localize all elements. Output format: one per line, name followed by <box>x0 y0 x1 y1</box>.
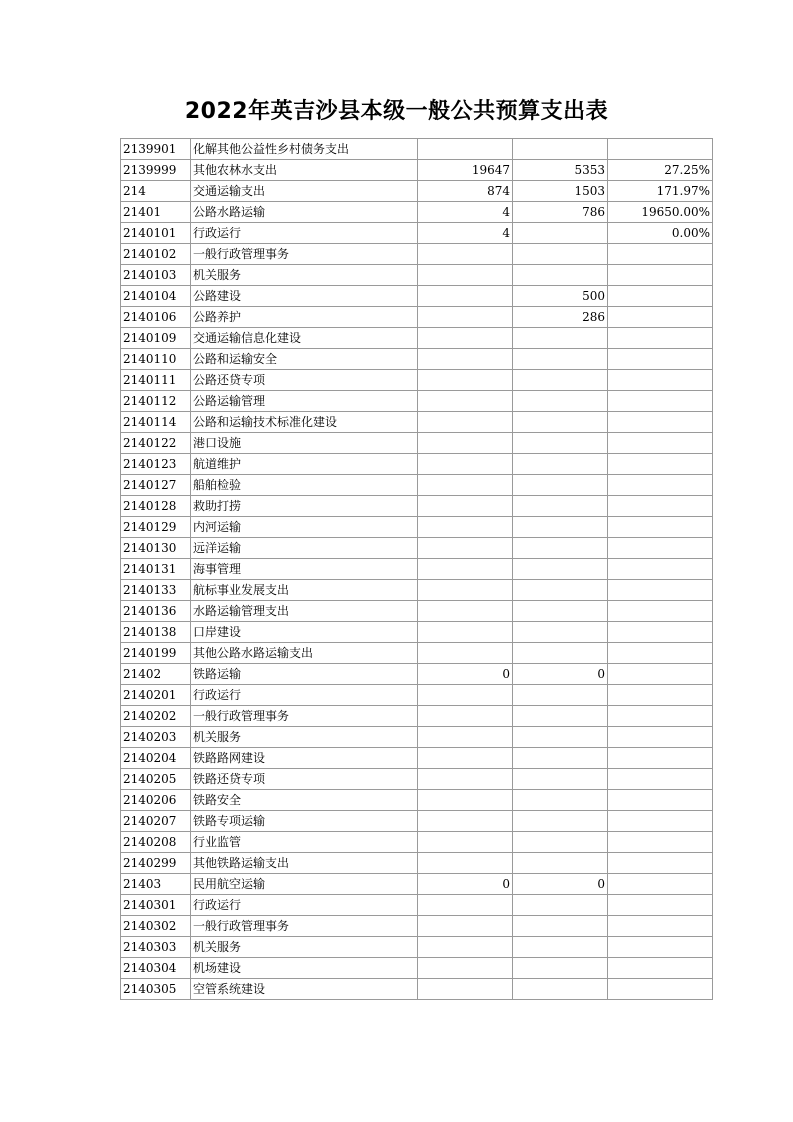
code-cell: 2140123 <box>121 454 191 475</box>
amount-cell-2 <box>513 916 608 937</box>
percent-cell <box>608 979 713 1000</box>
item-name-cell: 铁路路网建设 <box>191 748 418 769</box>
code-cell: 2140111 <box>121 370 191 391</box>
table-row <box>121 727 713 748</box>
amount-cell-1 <box>418 958 513 979</box>
table-row <box>121 769 713 790</box>
item-name-cell: 港口设施 <box>191 433 418 454</box>
amount-cell-1 <box>418 559 513 580</box>
table-row <box>121 454 713 475</box>
table-row <box>121 685 713 706</box>
code-cell: 2140304 <box>121 958 191 979</box>
item-name-cell: 交通运输支出 <box>191 181 418 202</box>
percent-cell <box>608 832 713 853</box>
amount-cell-1 <box>418 748 513 769</box>
percent-cell <box>608 475 713 496</box>
item-name-cell: 其他农林水支出 <box>191 160 418 181</box>
amount-cell-2 <box>513 580 608 601</box>
table-row <box>121 391 713 412</box>
amount-cell-2 <box>513 769 608 790</box>
amount-cell-2: 1503 <box>513 181 608 202</box>
item-name-cell: 航道维护 <box>191 454 418 475</box>
item-name-cell: 公路水路运输 <box>191 202 418 223</box>
code-cell: 2140127 <box>121 475 191 496</box>
item-name-cell: 公路运输管理 <box>191 391 418 412</box>
table-row <box>121 538 713 559</box>
table-row <box>121 475 713 496</box>
amount-cell-2 <box>513 832 608 853</box>
amount-cell-1: 874 <box>418 181 513 202</box>
amount-cell-2 <box>513 223 608 244</box>
amount-cell-1 <box>418 412 513 433</box>
percent-cell <box>608 244 713 265</box>
percent-cell <box>608 349 713 370</box>
item-name-cell: 公路建设 <box>191 286 418 307</box>
code-cell: 21402 <box>121 664 191 685</box>
item-name-cell: 铁路运输 <box>191 664 418 685</box>
table-row <box>121 811 713 832</box>
amount-cell-1: 0 <box>418 664 513 685</box>
code-cell: 2140203 <box>121 727 191 748</box>
code-cell: 2140106 <box>121 307 191 328</box>
code-cell: 2140128 <box>121 496 191 517</box>
percent-cell <box>608 559 713 580</box>
amount-cell-1 <box>418 391 513 412</box>
table-row <box>121 790 713 811</box>
table-row <box>121 559 713 580</box>
percent-cell <box>608 391 713 412</box>
percent-cell <box>608 139 713 160</box>
amount-cell-1 <box>418 244 513 265</box>
item-name-cell: 航标事业发展支出 <box>191 580 418 601</box>
budget-table-body <box>121 139 713 1000</box>
code-cell: 2140104 <box>121 286 191 307</box>
percent-cell <box>608 853 713 874</box>
table-row <box>121 832 713 853</box>
percent-cell <box>608 811 713 832</box>
item-name-cell: 铁路专项运输 <box>191 811 418 832</box>
table-row <box>121 958 713 979</box>
code-cell: 2140299 <box>121 853 191 874</box>
amount-cell-1 <box>418 853 513 874</box>
code-cell: 2140302 <box>121 916 191 937</box>
amount-cell-1 <box>418 895 513 916</box>
amount-cell-1 <box>418 349 513 370</box>
table-row <box>121 979 713 1000</box>
amount-cell-2 <box>513 979 608 1000</box>
code-cell: 2140102 <box>121 244 191 265</box>
table-row <box>121 517 713 538</box>
amount-cell-2 <box>513 853 608 874</box>
percent-cell <box>608 496 713 517</box>
amount-cell-2 <box>513 748 608 769</box>
amount-cell-2 <box>513 685 608 706</box>
table-row <box>121 937 713 958</box>
code-cell: 2140129 <box>121 517 191 538</box>
table-row <box>121 328 713 349</box>
amount-cell-2 <box>513 475 608 496</box>
code-cell: 2140204 <box>121 748 191 769</box>
code-cell: 2139999 <box>121 160 191 181</box>
amount-cell-2 <box>513 517 608 538</box>
item-name-cell: 公路养护 <box>191 307 418 328</box>
item-name-cell: 一般行政管理事务 <box>191 706 418 727</box>
item-name-cell: 机关服务 <box>191 727 418 748</box>
amount-cell-1 <box>418 727 513 748</box>
table-row <box>121 202 713 223</box>
item-name-cell: 其他铁路运输支出 <box>191 853 418 874</box>
percent-cell <box>608 328 713 349</box>
item-name-cell: 交通运输信息化建设 <box>191 328 418 349</box>
code-cell: 2140201 <box>121 685 191 706</box>
table-row <box>121 412 713 433</box>
amount-cell-2 <box>513 496 608 517</box>
code-cell: 2140199 <box>121 643 191 664</box>
item-name-cell: 机关服务 <box>191 265 418 286</box>
percent-cell <box>608 433 713 454</box>
amount-cell-2 <box>513 391 608 412</box>
code-cell: 2140109 <box>121 328 191 349</box>
percent-cell <box>608 916 713 937</box>
table-row <box>121 895 713 916</box>
item-name-cell: 机场建设 <box>191 958 418 979</box>
item-name-cell: 行业监管 <box>191 832 418 853</box>
amount-cell-1 <box>418 685 513 706</box>
amount-cell-2 <box>513 622 608 643</box>
table-row <box>121 664 713 685</box>
table-row <box>121 160 713 181</box>
amount-cell-2 <box>513 895 608 916</box>
amount-cell-1 <box>418 538 513 559</box>
percent-cell <box>608 601 713 622</box>
amount-cell-1 <box>418 307 513 328</box>
table-row <box>121 139 713 160</box>
amount-cell-1 <box>418 643 513 664</box>
table-row <box>121 580 713 601</box>
amount-cell-2 <box>513 958 608 979</box>
item-name-cell: 内河运输 <box>191 517 418 538</box>
amount-cell-2 <box>513 790 608 811</box>
amount-cell-1 <box>418 496 513 517</box>
amount-cell-2: 286 <box>513 307 608 328</box>
amount-cell-2: 5353 <box>513 160 608 181</box>
amount-cell-2 <box>513 139 608 160</box>
amount-cell-1 <box>418 286 513 307</box>
amount-cell-1 <box>418 790 513 811</box>
table-row <box>121 223 713 244</box>
item-name-cell: 口岸建设 <box>191 622 418 643</box>
amount-cell-1 <box>418 916 513 937</box>
code-cell: 21401 <box>121 202 191 223</box>
item-name-cell: 行政运行 <box>191 895 418 916</box>
amount-cell-1 <box>418 328 513 349</box>
table-row <box>121 853 713 874</box>
item-name-cell: 化解其他公益性乡村债务支出 <box>191 139 418 160</box>
amount-cell-1 <box>418 517 513 538</box>
item-name-cell: 水路运输管理支出 <box>191 601 418 622</box>
item-name-cell: 铁路安全 <box>191 790 418 811</box>
percent-cell <box>608 580 713 601</box>
table-row <box>121 433 713 454</box>
percent-cell <box>608 895 713 916</box>
code-cell: 2140207 <box>121 811 191 832</box>
item-name-cell: 船舶检验 <box>191 475 418 496</box>
amount-cell-1: 0 <box>418 874 513 895</box>
amount-cell-2 <box>513 412 608 433</box>
code-cell: 2140136 <box>121 601 191 622</box>
amount-cell-2 <box>513 706 608 727</box>
budget-table <box>120 138 713 1000</box>
amount-cell-2 <box>513 454 608 475</box>
amount-cell-2 <box>513 601 608 622</box>
table-row <box>121 643 713 664</box>
percent-cell: 0.00% <box>608 223 713 244</box>
code-cell: 21403 <box>121 874 191 895</box>
code-cell: 2140130 <box>121 538 191 559</box>
amount-cell-1 <box>418 370 513 391</box>
percent-cell <box>608 622 713 643</box>
amount-cell-2 <box>513 727 608 748</box>
percent-cell <box>608 307 713 328</box>
code-cell: 2140114 <box>121 412 191 433</box>
percent-cell: 19650.00% <box>608 202 713 223</box>
code-cell: 2140205 <box>121 769 191 790</box>
code-cell: 2140103 <box>121 265 191 286</box>
percent-cell <box>608 685 713 706</box>
code-cell: 2140202 <box>121 706 191 727</box>
item-name-cell: 救助打捞 <box>191 496 418 517</box>
item-name-cell: 机关服务 <box>191 937 418 958</box>
table-row <box>121 706 713 727</box>
percent-cell <box>608 874 713 895</box>
percent-cell <box>608 769 713 790</box>
amount-cell-2 <box>513 328 608 349</box>
percent-cell <box>608 727 713 748</box>
amount-cell-1 <box>418 454 513 475</box>
percent-cell <box>608 958 713 979</box>
amount-cell-2 <box>513 643 608 664</box>
table-row <box>121 265 713 286</box>
percent-cell <box>608 538 713 559</box>
table-row <box>121 370 713 391</box>
percent-cell <box>608 517 713 538</box>
percent-cell <box>608 664 713 685</box>
percent-cell <box>608 286 713 307</box>
percent-cell <box>608 937 713 958</box>
code-cell: 2140122 <box>121 433 191 454</box>
percent-cell <box>608 370 713 391</box>
table-row <box>121 349 713 370</box>
item-name-cell: 公路还贷专项 <box>191 370 418 391</box>
table-row <box>121 748 713 769</box>
code-cell: 2140301 <box>121 895 191 916</box>
percent-cell <box>608 748 713 769</box>
code-cell: 2140208 <box>121 832 191 853</box>
amount-cell-2 <box>513 559 608 580</box>
code-cell: 2140110 <box>121 349 191 370</box>
percent-cell <box>608 706 713 727</box>
code-cell: 2140303 <box>121 937 191 958</box>
code-cell: 2140101 <box>121 223 191 244</box>
amount-cell-2 <box>513 937 608 958</box>
amount-cell-1 <box>418 580 513 601</box>
item-name-cell: 远洋运输 <box>191 538 418 559</box>
amount-cell-2 <box>513 349 608 370</box>
item-name-cell: 公路和运输安全 <box>191 349 418 370</box>
amount-cell-1 <box>418 139 513 160</box>
item-name-cell: 铁路还贷专项 <box>191 769 418 790</box>
table-row <box>121 496 713 517</box>
percent-cell: 27.25% <box>608 160 713 181</box>
table-row <box>121 244 713 265</box>
amount-cell-1 <box>418 265 513 286</box>
item-name-cell: 一般行政管理事务 <box>191 916 418 937</box>
code-cell: 2140305 <box>121 979 191 1000</box>
amount-cell-2 <box>513 811 608 832</box>
amount-cell-1 <box>418 433 513 454</box>
table-row <box>121 286 713 307</box>
item-name-cell: 海事管理 <box>191 559 418 580</box>
amount-cell-2 <box>513 433 608 454</box>
percent-cell <box>608 412 713 433</box>
amount-cell-1 <box>418 811 513 832</box>
percent-cell <box>608 643 713 664</box>
percent-cell <box>608 790 713 811</box>
percent-cell <box>608 454 713 475</box>
amount-cell-1 <box>418 601 513 622</box>
amount-cell-2 <box>513 370 608 391</box>
amount-cell-2: 0 <box>513 874 608 895</box>
amount-cell-1: 4 <box>418 223 513 244</box>
code-cell: 2139901 <box>121 139 191 160</box>
amount-cell-1 <box>418 706 513 727</box>
item-name-cell: 空管系统建设 <box>191 979 418 1000</box>
amount-cell-1 <box>418 979 513 1000</box>
amount-cell-2: 0 <box>513 664 608 685</box>
amount-cell-1 <box>418 832 513 853</box>
amount-cell-1 <box>418 475 513 496</box>
table-row <box>121 601 713 622</box>
amount-cell-2: 786 <box>513 202 608 223</box>
amount-cell-1 <box>418 937 513 958</box>
item-name-cell: 行政运行 <box>191 223 418 244</box>
code-cell: 214 <box>121 181 191 202</box>
percent-cell <box>608 265 713 286</box>
item-name-cell: 行政运行 <box>191 685 418 706</box>
code-cell: 2140138 <box>121 622 191 643</box>
table-row <box>121 307 713 328</box>
amount-cell-2 <box>513 244 608 265</box>
amount-cell-1: 4 <box>418 202 513 223</box>
code-cell: 2140133 <box>121 580 191 601</box>
amount-cell-2 <box>513 265 608 286</box>
table-row <box>121 874 713 895</box>
code-cell: 2140131 <box>121 559 191 580</box>
amount-cell-1 <box>418 622 513 643</box>
item-name-cell: 其他公路水路运输支出 <box>191 643 418 664</box>
amount-cell-2 <box>513 538 608 559</box>
item-name-cell: 一般行政管理事务 <box>191 244 418 265</box>
page-title: 2022年英吉沙县本级一般公共预算支出表 <box>184 99 609 124</box>
table-row <box>121 181 713 202</box>
amount-cell-1 <box>418 769 513 790</box>
table-row <box>121 622 713 643</box>
table-row <box>121 916 713 937</box>
code-cell: 2140206 <box>121 790 191 811</box>
item-name-cell: 民用航空运输 <box>191 874 418 895</box>
percent-cell: 171.97% <box>608 181 713 202</box>
item-name-cell: 公路和运输技术标准化建设 <box>191 412 418 433</box>
amount-cell-2: 500 <box>513 286 608 307</box>
code-cell: 2140112 <box>121 391 191 412</box>
amount-cell-1: 19647 <box>418 160 513 181</box>
